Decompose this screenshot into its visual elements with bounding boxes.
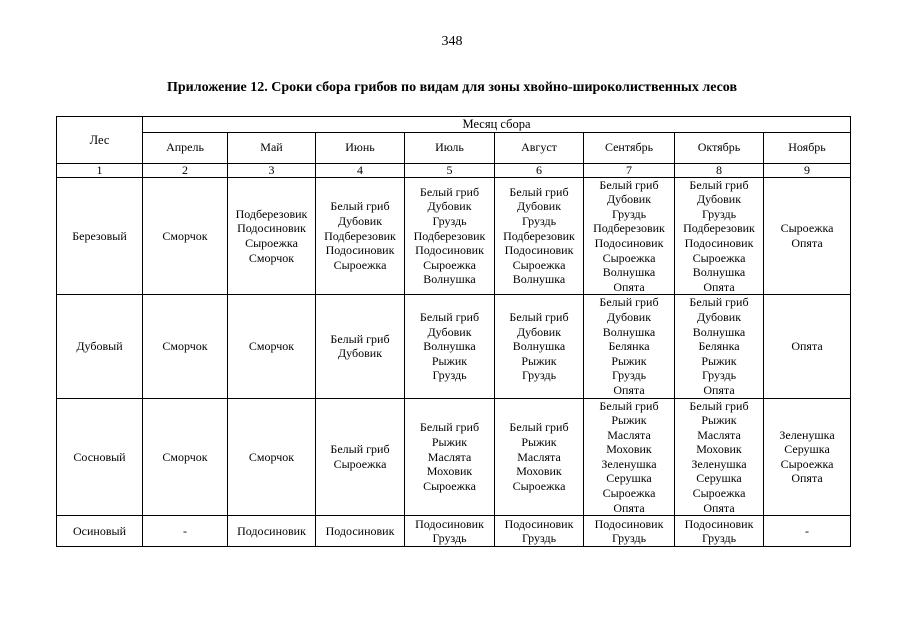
mushroom-list-cell — [143, 177, 228, 295]
mushroom-name: Рыжик — [611, 413, 647, 428]
mushroom-list-cell — [405, 177, 495, 295]
month-header: Сентябрь — [584, 132, 675, 163]
mushroom-name: Груздь — [701, 206, 737, 221]
mushroom-name: Волнушка — [512, 339, 566, 354]
mushroom-name: Груздь — [701, 368, 737, 383]
mushroom-name: Груздь — [432, 214, 467, 229]
mushroom-name: Волнушка — [423, 339, 476, 354]
mushroom-list-cell — [143, 398, 228, 516]
mushroom-name: Зеленушка — [779, 427, 835, 442]
mushroom-name: Белянка — [608, 339, 650, 354]
mushroom-name: Сморчок — [248, 339, 295, 354]
mushroom-name: Груздь — [521, 531, 557, 546]
mushroom-name: Дубовик — [427, 324, 472, 339]
mushroom-list-cell — [316, 295, 405, 398]
mushroom-name: Подосиновик — [594, 516, 664, 531]
mushroom-name: Белый гриб — [509, 309, 569, 324]
mushroom-list-cell — [228, 295, 316, 398]
mushroom-list-cell — [764, 398, 851, 516]
mushroom-name: Дубовик — [337, 214, 383, 229]
mushroom-list-cell — [405, 295, 495, 398]
mushroom-list-cell — [495, 516, 584, 547]
forest-column-header: Лес — [57, 117, 143, 164]
mushroom-name: Опята — [791, 235, 823, 250]
mushroom-name: Подберезовик — [413, 228, 486, 243]
mushroom-name: Маслята — [697, 427, 741, 442]
month-header: Ноябрь — [764, 132, 851, 163]
mushroom-name: Моховик — [696, 442, 742, 457]
mushroom-name: Подосиновик — [504, 243, 574, 258]
mushroom-name: Волнушка — [423, 272, 476, 287]
mushroom-name: Подберезовик — [683, 221, 755, 236]
mushroom-name: Опята — [791, 471, 823, 486]
column-number: 1 — [57, 163, 143, 177]
mushroom-name: Дубовик — [516, 199, 562, 214]
table-row — [57, 177, 851, 295]
mushroom-list-cell — [143, 516, 228, 547]
mushroom-name: Дубовик — [606, 192, 652, 207]
mushroom-name: Белый гриб — [509, 420, 569, 435]
column-number: 7 — [584, 163, 675, 177]
mushroom-list-cell — [316, 516, 405, 547]
table-body — [57, 177, 851, 547]
mushroom-name: Дубовик — [337, 346, 383, 361]
mushroom-name: Рыжик — [701, 353, 737, 368]
column-number: 8 — [675, 163, 764, 177]
mushroom-name: Груздь — [701, 531, 737, 546]
mushroom-name: Белый гриб — [509, 184, 569, 199]
mushroom-name: Рыжик — [521, 434, 557, 449]
mushroom-list-cell — [405, 516, 495, 547]
month-header: Октябрь — [675, 132, 764, 163]
mushroom-name: Дубовик — [606, 309, 652, 324]
mushroom-list-cell — [764, 516, 851, 547]
table-row — [57, 516, 851, 547]
mushroom-name: Белый гриб — [689, 398, 749, 413]
mushroom-name: Опята — [613, 500, 645, 515]
mushroom-name: Сыроежка — [692, 250, 746, 265]
month-header: Август — [495, 132, 584, 163]
mushroom-name: Белый гриб — [599, 177, 659, 192]
mushroom-name: Подберезовик — [324, 228, 396, 243]
month-header: Апрель — [143, 132, 228, 163]
mushroom-name: Волнушка — [602, 324, 656, 339]
mushroom-list-cell — [675, 516, 764, 547]
mushroom-name: Опята — [703, 500, 735, 515]
mushroom-list-cell — [584, 177, 675, 295]
mushroom-list-cell — [584, 295, 675, 398]
mushroom-name: Зеленушка — [691, 456, 747, 471]
mushroom-name: Волнушка — [692, 265, 746, 280]
mushroom-name: Моховик — [426, 464, 473, 479]
mushroom-name: Подосиновик — [504, 516, 574, 531]
mushroom-name: Сыроежка — [780, 221, 834, 236]
mushroom-list-cell — [675, 295, 764, 398]
page-number: 348 — [441, 34, 463, 49]
mushroom-list-cell — [764, 177, 851, 295]
mushroom-name: Белянка — [698, 339, 740, 354]
table-row — [57, 295, 851, 398]
mushroom-name: Подосиновик — [237, 221, 306, 236]
mushroom-name: Волнушка — [692, 324, 746, 339]
mushroom-name: Серушка — [606, 471, 652, 486]
mushroom-name: Сыроежка — [780, 456, 834, 471]
mushroom-name: Груздь — [432, 531, 467, 546]
mushroom-name: Моховик — [516, 464, 562, 479]
mushroom-name: Подберезовик — [593, 221, 665, 236]
mushroom-name: Сыроежка — [333, 257, 387, 272]
mushroom-name: Опята — [791, 339, 823, 354]
mushroom-name: Рыжик — [431, 434, 468, 449]
forest-type-cell: Березовый — [57, 177, 143, 295]
mushroom-name: Сыроежка — [512, 478, 566, 493]
mushroom-list-cell — [764, 295, 851, 398]
month-header: Июнь — [316, 132, 405, 163]
mushroom-name: Маслята — [427, 449, 472, 464]
mushroom-name: Опята — [703, 279, 735, 294]
mushroom-name: Груздь — [521, 368, 557, 383]
mushroom-list-cell — [495, 295, 584, 398]
mushroom-list-cell — [316, 177, 405, 295]
mushroom-name: Рыжик — [701, 413, 737, 428]
mushroom-name: Подосиновик — [684, 235, 754, 250]
mushroom-name: Белый гриб — [419, 184, 480, 199]
mushroom-name: Сыроежка — [602, 250, 656, 265]
mushroom-name: Белый гриб — [689, 177, 749, 192]
mushroom-name: Белый гриб — [419, 309, 480, 324]
mushroom-name: Подосиновик — [594, 235, 664, 250]
column-number: 4 — [316, 163, 405, 177]
mushroom-name: Маслята — [517, 449, 561, 464]
mushroom-name: Сыроежка — [692, 486, 746, 501]
mushroom-name: Опята — [613, 279, 645, 294]
column-number: 5 — [405, 163, 495, 177]
mushroom-name: Белый гриб — [599, 295, 659, 310]
month-header-row — [57, 132, 851, 163]
forest-type-cell: Осиновый — [57, 516, 143, 547]
mushroom-name: Груздь — [521, 214, 557, 229]
mushroom-name: Груздь — [611, 368, 647, 383]
mushroom-name: Подосиновик — [325, 523, 395, 538]
mushroom-list-cell — [675, 398, 764, 516]
mushroom-name: Подосиновик — [684, 516, 754, 531]
mushroom-name: Сморчок — [248, 449, 295, 464]
mushroom-name: Сморчок — [162, 449, 208, 464]
mushroom-name: Моховик — [606, 442, 652, 457]
mushroom-name: Подосиновик — [415, 243, 484, 258]
mushroom-name: Сыроежка — [423, 478, 476, 493]
mushroom-name: Подосиновик — [325, 243, 395, 258]
mushroom-list-cell — [495, 177, 584, 295]
mushroom-name: Дубовик — [696, 192, 742, 207]
mushroom-name: Сыроежка — [423, 257, 476, 272]
table-row — [57, 398, 851, 516]
table-caption: Приложение 12. Сроки сбора грибов по видам для зоны хвойно-широколиственных лесов — [166, 80, 738, 95]
mushroom-name: Волнушка — [602, 265, 656, 280]
mushroom-name: Сыроежка — [512, 257, 566, 272]
mushroom-name: Груздь — [611, 531, 647, 546]
mushroom-list-cell — [584, 516, 675, 547]
month-group-header: Месяц сбора — [143, 117, 851, 133]
mushroom-name: Дубовик — [696, 309, 742, 324]
column-number-row — [57, 163, 851, 177]
mushroom-name: - — [183, 523, 187, 538]
mushroom-name: - — [805, 523, 810, 538]
mushroom-list-cell — [228, 177, 316, 295]
column-number: 9 — [764, 163, 851, 177]
column-number: 6 — [495, 163, 584, 177]
column-number: 3 — [228, 163, 316, 177]
month-header: Май — [228, 132, 316, 163]
mushroom-name: Рыжик — [431, 353, 468, 368]
mushroom-name: Белый гриб — [689, 295, 749, 310]
mushroom-name: Рыжик — [521, 353, 557, 368]
mushroom-name: Сыроежка — [333, 456, 387, 471]
mushroom-name: Сморчок — [248, 250, 295, 265]
mushroom-name: Груздь — [432, 368, 467, 383]
mushroom-name: Сморчок — [162, 228, 208, 243]
mushroom-name: Опята — [703, 382, 735, 397]
mushroom-list-cell — [228, 398, 316, 516]
column-number: 2 — [143, 163, 228, 177]
mushroom-name: Сыроежка — [245, 235, 298, 250]
mushroom-name: Подберезовик — [235, 206, 308, 221]
mushroom-name: Сыроежка — [602, 486, 656, 501]
mushroom-name: Серушка — [784, 442, 830, 457]
mushroom-name: Рыжик — [611, 353, 647, 368]
mushroom-name: Подосиновик — [237, 523, 306, 538]
mushroom-list-cell — [584, 398, 675, 516]
mushroom-harvest-table — [56, 116, 851, 547]
mushroom-name: Белый гриб — [330, 442, 390, 457]
mushroom-name: Белый гриб — [330, 331, 390, 346]
mushroom-name: Груздь — [611, 206, 647, 221]
forest-type-cell: Сосновый — [57, 398, 143, 516]
mushroom-list-cell — [405, 398, 495, 516]
mushroom-name: Серушка — [696, 471, 742, 486]
mushroom-list-cell — [675, 177, 764, 295]
mushroom-list-cell — [316, 398, 405, 516]
mushroom-name: Сморчок — [162, 339, 208, 354]
mushroom-name: Опята — [613, 382, 645, 397]
mushroom-name: Зеленушка — [601, 456, 657, 471]
mushroom-name: Подберезовик — [503, 228, 575, 243]
mushroom-name: Подосиновик — [415, 516, 484, 531]
mushroom-name: Белый гриб — [599, 398, 659, 413]
mushroom-list-cell — [228, 516, 316, 547]
mushroom-name: Дубовик — [427, 199, 472, 214]
mushroom-list-cell — [143, 295, 228, 398]
mushroom-name: Дубовик — [516, 324, 562, 339]
month-header: Июль — [405, 132, 495, 163]
mushroom-name: Маслята — [607, 427, 651, 442]
mushroom-list-cell — [495, 398, 584, 516]
mushroom-name: Белый гриб — [330, 199, 390, 214]
mushroom-name: Белый гриб — [419, 420, 480, 435]
forest-type-cell: Дубовый — [57, 295, 143, 398]
mushroom-name: Волнушка — [512, 272, 566, 287]
